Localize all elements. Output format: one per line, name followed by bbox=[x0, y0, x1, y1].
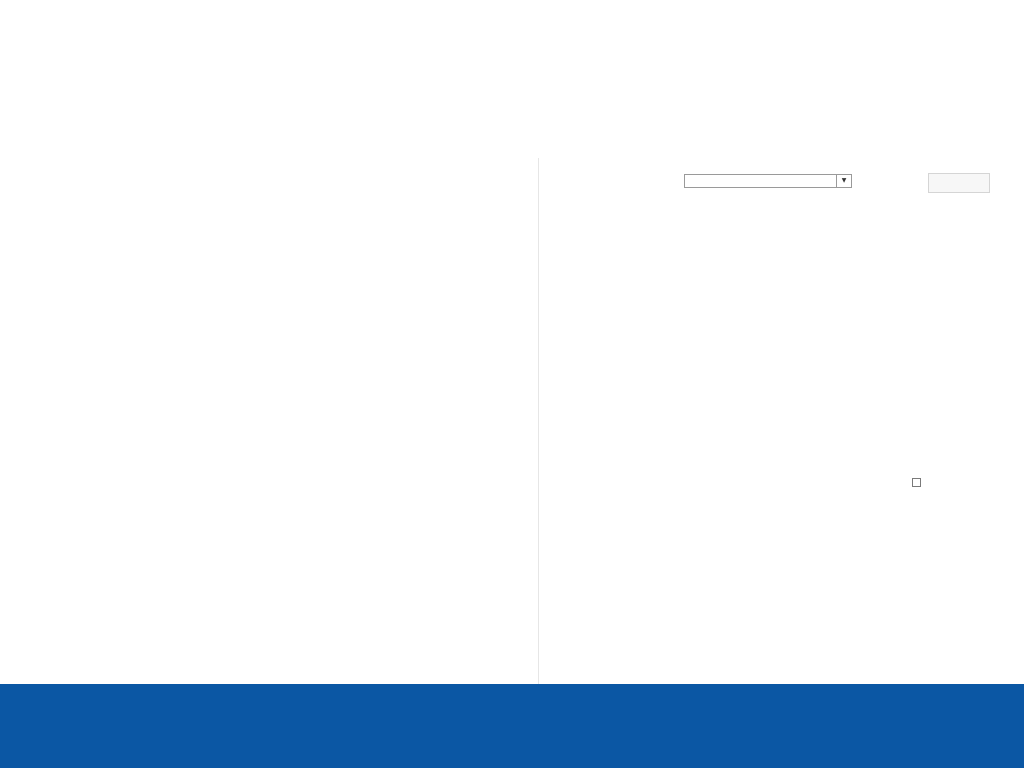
footer-bar bbox=[0, 684, 1024, 768]
dropdown-arrow-icon[interactable]: ▼ bbox=[836, 175, 851, 187]
population-pyramid-chart bbox=[539, 158, 1024, 684]
population-pyramid-app bbox=[538, 158, 1024, 684]
